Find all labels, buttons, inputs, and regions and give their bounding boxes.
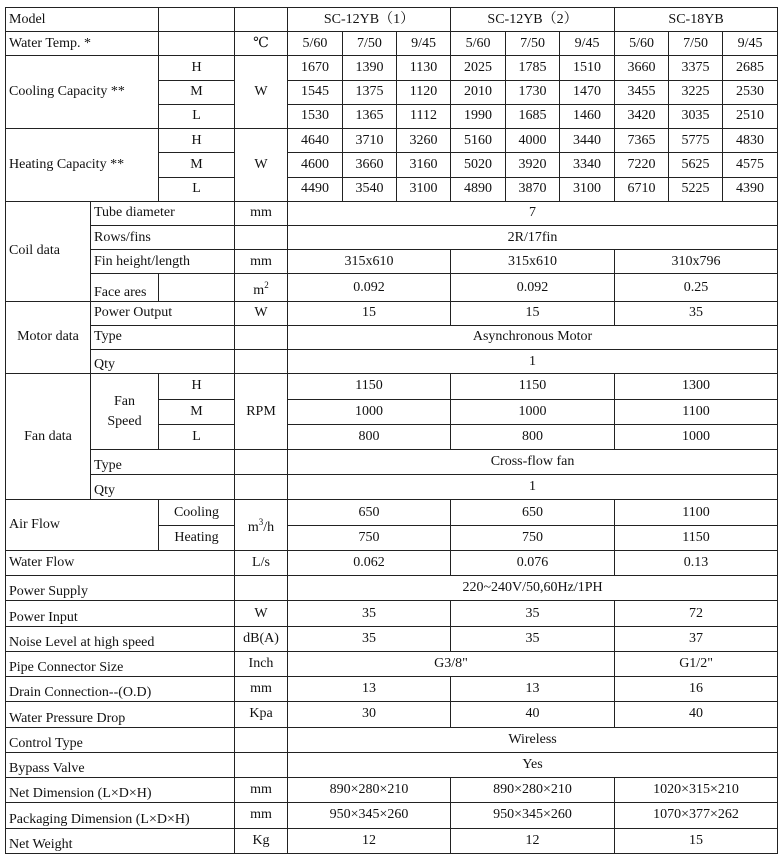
net-dimension-value: 890×280×210 — [288, 778, 451, 803]
heating-value: 4000 — [506, 129, 560, 153]
airflow-row — [6, 500, 778, 525]
heating-row — [6, 129, 778, 153]
water-flow-value: 0.076 — [451, 550, 615, 575]
level-label: H — [159, 374, 235, 399]
noise-level-value: 35 — [451, 626, 615, 651]
packaging-dimension-label: Packaging Dimension (L×D×H) — [6, 803, 235, 828]
power-input-value: 35 — [288, 601, 451, 626]
air-flow-unit-base: m — [247, 520, 259, 536]
face-area-unit-exp: 2 — [264, 279, 269, 290]
level-label: L — [159, 177, 235, 201]
fan-data-label: Fan data — [6, 374, 91, 500]
heating-value: 4490 — [288, 177, 343, 201]
heating-value: 3340 — [560, 153, 615, 177]
heating-value: 6710 — [615, 177, 669, 201]
cooling-value: 1470 — [560, 80, 615, 104]
airflow-heating-value: 1150 — [615, 525, 778, 550]
face-area-unit — [235, 274, 288, 301]
heating-value: 3440 — [560, 129, 615, 153]
heating-value: 3870 — [506, 177, 560, 201]
pressure-drop-value: 30 — [288, 702, 451, 727]
face-area-label: Face ares — [91, 274, 159, 301]
cooling-value: 3660 — [615, 56, 669, 80]
noise-level-value: 37 — [615, 626, 778, 651]
net-weight-row — [6, 828, 778, 853]
fin-size-unit: mm — [235, 250, 288, 274]
heating-value: 5225 — [669, 177, 723, 201]
empty-cell — [235, 727, 288, 752]
packaging-dimension-row — [6, 803, 778, 828]
water-flow-value: 0.062 — [288, 550, 451, 575]
face-area-value: 0.25 — [615, 274, 778, 301]
water-temp-unit: ℃ — [235, 32, 288, 56]
cooling-value: 3225 — [669, 80, 723, 104]
packaging-dimension-unit: mm — [235, 803, 288, 828]
heating-value: 3660 — [343, 153, 397, 177]
water-temp-value: 9/45 — [397, 32, 451, 56]
pressure-row — [6, 702, 778, 727]
net-weight-value: 15 — [615, 828, 778, 853]
power-output-label: Power Output — [91, 301, 235, 325]
noise-row — [6, 626, 778, 651]
tube-diameter-label: Tube diameter — [91, 201, 235, 225]
fan-row — [6, 450, 778, 475]
power-input-value: 72 — [615, 601, 778, 626]
fan-speed-label-line2: Speed — [107, 413, 142, 429]
fan-speed-value: 800 — [451, 424, 615, 449]
heating-value: 7365 — [615, 129, 669, 153]
fan-type-value: Cross-flow fan — [288, 450, 778, 475]
cooling-unit: W — [235, 56, 288, 129]
motor-qty-value: 1 — [288, 350, 778, 374]
net-dimension-row — [6, 778, 778, 803]
fin-size-value: 310x796 — [615, 250, 778, 274]
fan-row — [6, 475, 778, 500]
motor-type-label: Type — [91, 325, 235, 349]
water-temp-value: 9/45 — [723, 32, 778, 56]
coil-row — [6, 274, 778, 301]
net-weight-value: 12 — [288, 828, 451, 853]
power-input-label: Power Input — [6, 601, 235, 626]
fin-size-value: 315x610 — [451, 250, 615, 274]
pressure-drop-unit: Kpa — [235, 702, 288, 727]
cooling-value: 1510 — [560, 56, 615, 80]
motor-type-value: Asynchronous Motor — [288, 325, 778, 349]
spec-table — [5, 7, 778, 854]
cooling-value: 1530 — [288, 104, 343, 128]
net-weight-value: 12 — [451, 828, 615, 853]
cooling-value: 2010 — [451, 80, 506, 104]
heating-unit: W — [235, 129, 288, 202]
air-flow-unit-suffix: /h — [263, 520, 275, 536]
air-flow-unit — [235, 500, 288, 550]
packaging-dimension-value: 950×345×260 — [451, 803, 615, 828]
heating-value: 3100 — [560, 177, 615, 201]
empty-cell — [235, 450, 288, 475]
water-temp-row — [6, 32, 778, 56]
cooling-value: 1112 — [397, 104, 451, 128]
empty-cell — [235, 325, 288, 349]
cooling-row — [6, 56, 778, 80]
drain-connection-value: 13 — [451, 677, 615, 702]
coil-row — [6, 225, 778, 249]
heating-value: 4390 — [723, 177, 778, 201]
cooling-value: 1365 — [343, 104, 397, 128]
fin-size-label: Fin height/length — [91, 250, 235, 274]
cooling-value: 1460 — [560, 104, 615, 128]
bypass-row — [6, 752, 778, 777]
pressure-drop-label: Water Pressure Drop — [6, 702, 235, 727]
level-label: M — [159, 80, 235, 104]
packaging-dimension-value: 1070×377×262 — [615, 803, 778, 828]
pipe-connector-value: G1/2" — [615, 651, 778, 676]
cooling-value: 1390 — [343, 56, 397, 80]
fan-qty-value: 1 — [288, 475, 778, 500]
fan-speed-value: 800 — [288, 424, 451, 449]
cooling-value: 1545 — [288, 80, 343, 104]
net-weight-unit: Kg — [235, 828, 288, 853]
level-label: M — [159, 399, 235, 424]
drain-row — [6, 677, 778, 702]
level-label: H — [159, 56, 235, 80]
water-temp-value: 7/50 — [669, 32, 723, 56]
noise-level-value: 35 — [288, 626, 451, 651]
cooling-capacity-label: Cooling Capacity ** — [6, 56, 159, 129]
net-weight-label: Net Weight — [6, 828, 235, 853]
cooling-value: 3375 — [669, 56, 723, 80]
cooling-value: 1120 — [397, 80, 451, 104]
face-area-value: 0.092 — [288, 274, 451, 301]
power-supply-value: 220~240V/50,60Hz/1PH — [288, 576, 778, 601]
fan-type-label: Type — [91, 450, 235, 475]
drain-connection-unit: mm — [235, 677, 288, 702]
control-type-value: Wireless — [288, 727, 778, 752]
model-name: SC-12YB（1） — [288, 8, 451, 32]
drain-connection-label: Drain Connection--(O.D) — [6, 677, 235, 702]
heating-value: 4830 — [723, 129, 778, 153]
level-label: L — [159, 424, 235, 449]
motor-row — [6, 301, 778, 325]
power-input-row — [6, 601, 778, 626]
fan-speed-label-line1: Fan — [114, 393, 135, 409]
airflow-cooling-value: 650 — [288, 500, 451, 525]
motor-row — [6, 350, 778, 374]
airflow-cooling-label: Cooling — [159, 500, 235, 525]
pipe-connector-unit: Inch — [235, 651, 288, 676]
level-label: L — [159, 104, 235, 128]
airflow-cooling-value: 1100 — [615, 500, 778, 525]
drain-connection-value: 13 — [288, 677, 451, 702]
cooling-value: 1990 — [451, 104, 506, 128]
heating-value: 4600 — [288, 153, 343, 177]
model-name: SC-12YB（2） — [451, 8, 615, 32]
cooling-value: 1130 — [397, 56, 451, 80]
net-dimension-value: 890×280×210 — [451, 778, 615, 803]
cooling-value: 2685 — [723, 56, 778, 80]
noise-level-label: Noise Level at high speed — [6, 626, 235, 651]
cooling-value: 3420 — [615, 104, 669, 128]
fan-speed-value: 1150 — [451, 374, 615, 399]
power-output-value: 35 — [615, 301, 778, 325]
water-temp-value: 7/50 — [343, 32, 397, 56]
motor-data-label: Motor data — [6, 301, 91, 374]
heating-capacity-label: Heating Capacity ** — [6, 129, 159, 202]
face-area-value: 0.092 — [451, 274, 615, 301]
cooling-value: 2025 — [451, 56, 506, 80]
water-temp-value: 5/60 — [451, 32, 506, 56]
airflow-cooling-value: 650 — [451, 500, 615, 525]
cooling-value: 3455 — [615, 80, 669, 104]
air-flow-unit-exp: 3 — [258, 517, 264, 528]
coil-row — [6, 250, 778, 274]
pressure-drop-value: 40 — [451, 702, 615, 727]
heating-value: 4575 — [723, 153, 778, 177]
air-flow-label: Air Flow — [6, 500, 159, 550]
model-label: Model — [6, 8, 159, 32]
control-type-label: Control Type — [6, 727, 235, 752]
face-area-unit-base: m — [253, 282, 265, 298]
heating-value: 3260 — [397, 129, 451, 153]
net-dimension-value: 1020×315×210 — [615, 778, 778, 803]
fan-qty-label: Qty — [91, 475, 235, 500]
noise-level-unit: dB(A) — [235, 626, 288, 651]
power-output-value: 15 — [451, 301, 615, 325]
cooling-value: 1685 — [506, 104, 560, 128]
power-supply-row — [6, 576, 778, 601]
pipe-connector-value: G3/8" — [288, 651, 615, 676]
cooling-value: 2530 — [723, 80, 778, 104]
empty-cell — [235, 8, 288, 32]
level-label: H — [159, 129, 235, 153]
tube-diameter-unit: mm — [235, 201, 288, 225]
fan-speed-value: 1000 — [451, 399, 615, 424]
motor-qty-label: Qty — [91, 350, 235, 374]
heating-value: 5020 — [451, 153, 506, 177]
heating-value: 3920 — [506, 153, 560, 177]
heating-value: 3100 — [397, 177, 451, 201]
heating-value: 4890 — [451, 177, 506, 201]
empty-cell — [159, 32, 235, 56]
water-flow-unit: L/s — [235, 550, 288, 575]
empty-cell — [235, 576, 288, 601]
heating-value: 5160 — [451, 129, 506, 153]
cooling-value: 3035 — [669, 104, 723, 128]
water-temp-value: 5/60 — [288, 32, 343, 56]
heating-value: 3540 — [343, 177, 397, 201]
coil-data-label: Coil data — [6, 201, 91, 301]
pressure-drop-value: 40 — [615, 702, 778, 727]
empty-cell — [235, 475, 288, 500]
water-temp-value: 5/60 — [615, 32, 669, 56]
fan-speed-value: 1000 — [288, 399, 451, 424]
fan-row — [6, 374, 778, 399]
heating-value: 7220 — [615, 153, 669, 177]
power-output-unit: W — [235, 301, 288, 325]
water-temp-value: 9/45 — [560, 32, 615, 56]
water-flow-value: 0.13 — [615, 550, 778, 575]
empty-cell — [159, 274, 235, 301]
empty-cell — [235, 350, 288, 374]
water-temp-value: 7/50 — [506, 32, 560, 56]
tube-diameter-value: 7 — [288, 201, 778, 225]
fan-speed-unit: RPM — [235, 374, 288, 450]
empty-cell — [235, 752, 288, 777]
cooling-value: 1785 — [506, 56, 560, 80]
water-temp-label: Water Temp. * — [6, 32, 159, 56]
net-dimension-unit: mm — [235, 778, 288, 803]
airflow-heating-label: Heating — [159, 525, 235, 550]
cooling-value: 1730 — [506, 80, 560, 104]
heating-value: 4640 — [288, 129, 343, 153]
fan-speed-label — [91, 374, 159, 450]
fan-speed-value: 1300 — [615, 374, 778, 399]
power-input-value: 35 — [451, 601, 615, 626]
motor-row — [6, 325, 778, 349]
cooling-value: 2510 — [723, 104, 778, 128]
level-label: M — [159, 153, 235, 177]
airflow-heating-value: 750 — [451, 525, 615, 550]
rows-fins-value: 2R/17fin — [288, 225, 778, 249]
control-row — [6, 727, 778, 752]
coil-row — [6, 201, 778, 225]
cooling-value: 1670 — [288, 56, 343, 80]
bypass-valve-label: Bypass Valve — [6, 752, 235, 777]
power-output-value: 15 — [288, 301, 451, 325]
drain-connection-value: 16 — [615, 677, 778, 702]
power-supply-label: Power Supply — [6, 576, 235, 601]
heating-value: 3710 — [343, 129, 397, 153]
model-row — [6, 8, 778, 32]
heating-value: 5775 — [669, 129, 723, 153]
fin-size-value: 315x610 — [288, 250, 451, 274]
cooling-value: 1375 — [343, 80, 397, 104]
airflow-heating-value: 750 — [288, 525, 451, 550]
power-input-unit: W — [235, 601, 288, 626]
fan-speed-value: 1100 — [615, 399, 778, 424]
rows-fins-label: Rows/fins — [91, 225, 235, 249]
bypass-valve-value: Yes — [288, 752, 778, 777]
fan-speed-value: 1150 — [288, 374, 451, 399]
empty-cell — [235, 225, 288, 249]
net-dimension-label: Net Dimension (L×D×H) — [6, 778, 235, 803]
heating-value: 5625 — [669, 153, 723, 177]
empty-cell — [159, 8, 235, 32]
water-flow-row — [6, 550, 778, 575]
packaging-dimension-value: 950×345×260 — [288, 803, 451, 828]
water-flow-label: Water Flow — [6, 550, 235, 575]
model-name: SC-18YB — [615, 8, 778, 32]
fan-speed-value: 1000 — [615, 424, 778, 449]
pipe-connector-label: Pipe Connector Size — [6, 651, 235, 676]
heating-value: 3160 — [397, 153, 451, 177]
pipe-row — [6, 651, 778, 676]
